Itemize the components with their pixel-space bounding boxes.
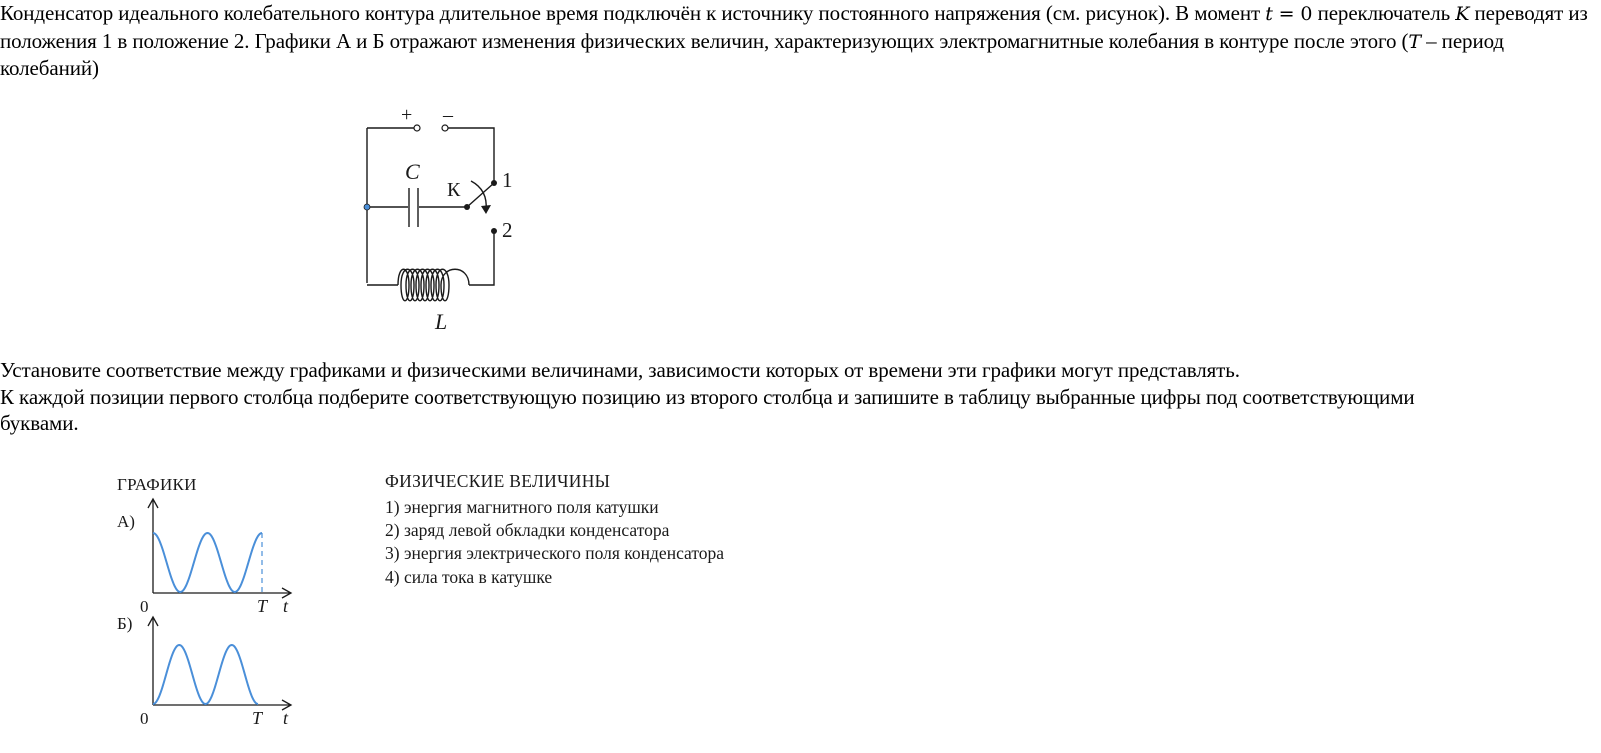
intro-text-2: переключатель [1312,1,1456,25]
left-node-dot [364,204,370,210]
graph-b-period-label: T [252,708,263,728]
graph-a-period-label: T [257,596,268,616]
graph-a [117,499,291,616]
top-right-wire [447,128,494,183]
plus-terminal [414,125,420,131]
graph-b-curve [153,645,258,704]
quantity-item-2: 2) заряд левой обкладки конденсатора [385,520,670,541]
intro-text-4: – период колебаний) [0,28,1504,80]
problem-statement [0,0,1600,82]
graph-a-label: А) [117,512,135,531]
position-1-label: 1 [502,168,513,192]
position-2-label: 2 [502,218,513,242]
instructions [0,357,1440,437]
graph-b [117,614,291,728]
graph-b-time-label: t [283,708,289,728]
instruction-line-2: К каждой позиции первого столбца подберите соответствующую позицию из второго столбца и запишите в таблицу выбранные цифры под соответствующими буквами. [0,384,1415,435]
quantities-heading: ФИЗИЧЕСКИЕ ВЕЛИЧИНЫ [385,471,611,491]
right-lower-wire [469,231,494,285]
minus-label: – [443,104,453,126]
quantity-item-1: 1) энергия магнитного поля катушки [385,497,659,517]
plus-label: + [401,104,413,126]
graphs-heading: ГРАФИКИ [117,475,197,494]
contact-2-dot [491,228,497,234]
switch-pivot-dot [464,204,470,210]
time-variable: t [1265,3,1273,25]
contact-1-dot [491,180,497,186]
quantity-item-4: 4) сила тока в катушке [385,566,553,587]
switch-arc [471,181,486,210]
graph-b-label: Б) [117,614,133,633]
switch-variable: K [1455,3,1470,25]
intro-text-1: Конденсатор идеального колебательного контура длительное время подключён к источнику постоянного напряжения (см. рисунок). В момент [0,1,1266,25]
graph-a-origin-label: 0 [140,597,149,616]
quantity-item-3: 3) энергия электрического поля конденсатора [385,543,725,564]
capacitor-label: C [405,159,420,184]
period-variable: T [1408,30,1421,53]
switch-arrow-head [481,205,491,214]
circuit-diagram [340,95,540,335]
graph-a-time-label: t [283,596,289,616]
graphs-figure [110,465,310,735]
instruction-line-1: Установите соответствие между графиками и физическими величинами, зависимости которых от времени эти графики могут представлять. [0,358,1240,382]
inductor-coil [398,269,469,301]
equals-zero: = 0 [1272,3,1313,25]
inductor-label: L [435,309,448,334]
switch-blade [467,183,494,207]
graph-a-curve [153,533,262,592]
graph-b-origin-label: 0 [140,709,149,728]
switch-label: К [447,179,461,201]
intro-text-3: переводят из положения 1 в положение 2. Графики А и Б отражают изменения физических величин, характеризующих электромагнитные колебания в контуре после этого ( [0,1,1588,53]
physical-quantities [385,470,724,589]
